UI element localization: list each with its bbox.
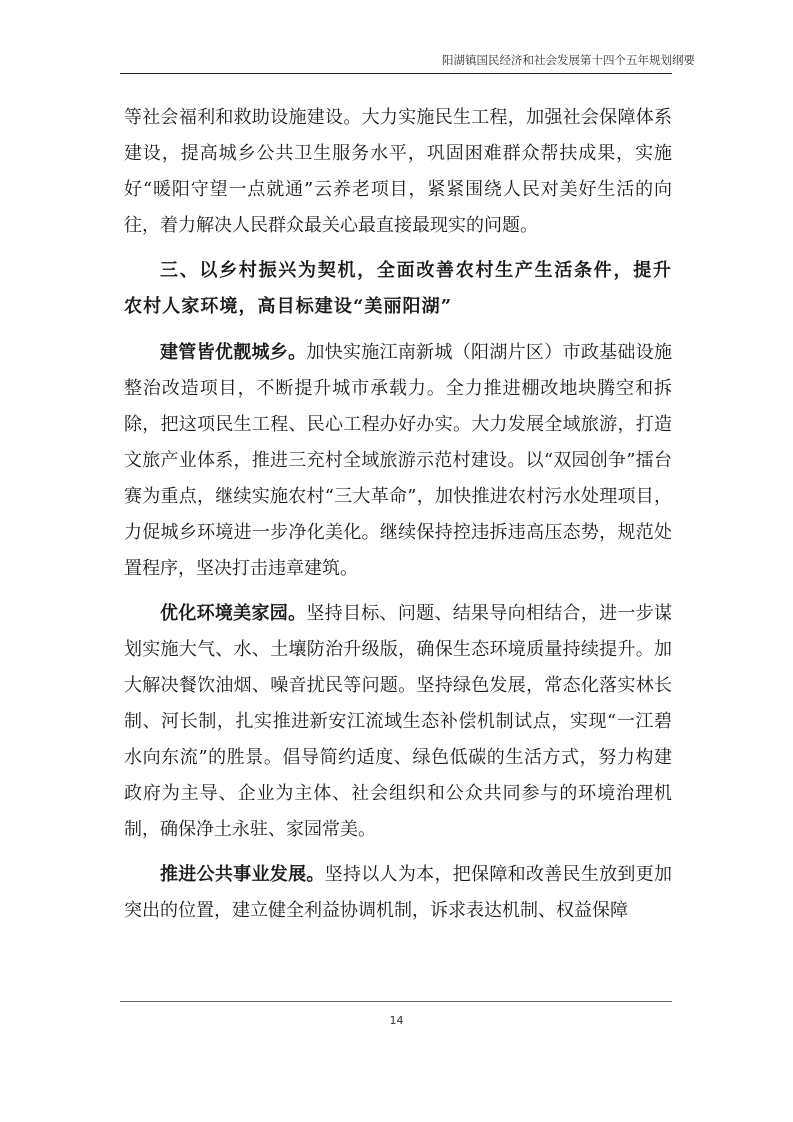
paragraph-text: 坚持以人为本，把保障和改善民生放到更加突出的位置，建立健全利益协调机制，诉求表达机制、权益保障 — [124, 864, 673, 922]
paragraph-lead: 推进公共事业发展。 — [160, 864, 325, 886]
footer-rule — [120, 1001, 672, 1002]
header-rule — [120, 73, 672, 74]
paragraph-text: 加快实施江南新城（阳湖片区）市政基础设施整治改造项目，不断提升城市承载力。全力推进棚改地块腾空和拆除，把这项民生工程、民心工程办好办实。大力发展全域旅游，打造文旅产业体系，推进三充村全域旅游示范村建设。以“双园创争”擂台赛为重点，继续实施农村“三大革命”，加快推进农村污水处理项目，力促城乡环境进一步净化美化。继续保持控违拆违高压态势，规范处置程序，坚决打击违章建筑。 — [124, 341, 673, 579]
section-heading: 三、以乡村振兴为契机，全面改善农村生产生活条件，提升农村人家环境，高目标建设“美丽阳湖” — [124, 260, 672, 318]
paragraph-lead: 建管皆优靓城乡。 — [160, 341, 307, 363]
paragraph-public-affairs — [124, 857, 672, 929]
running-header: 阳湖镇国民经济和社会发展第十四个五年规划纲要 — [442, 53, 695, 67]
paragraph-lead: 优化环境美家园。 — [160, 602, 307, 624]
paragraph-environment — [124, 596, 672, 848]
page-number: 14 — [389, 1014, 404, 1027]
document-body — [124, 100, 672, 938]
paragraph-text: 坚持目标、问题、结果导向相结合，进一步谋划实施大气、水、土壤防治升级版，确保生态环境质量持续提升。加大解决餐饮油烟、噪音扰民等问题。坚持绿色发展，常态化落实林长制、河长制，扎实推进新安江流域生态补偿机制试点，实现“一江碧水向东流”的胜景。倡导简约适度、绿色低碳的生活方式，努力构建政府为主导、企业为主体、社会组织和公众共同参与的环境治理机制，确保净土永驻、家园常美。 — [124, 602, 673, 840]
paragraph-continuation: 等社会福利和救助设施建设。大力实施民生工程，加强社会保障体系建设，提高城乡公共卫生服务水平，巩固困难群众帮扶成果，实施好“暖阳守望一点就通”云养老项目，紧紧围绕人民对美好生活的向往，着力解决人民群众最关心最直接最现实的问题。 — [124, 107, 672, 236]
paragraph-urban-rural — [124, 335, 672, 587]
